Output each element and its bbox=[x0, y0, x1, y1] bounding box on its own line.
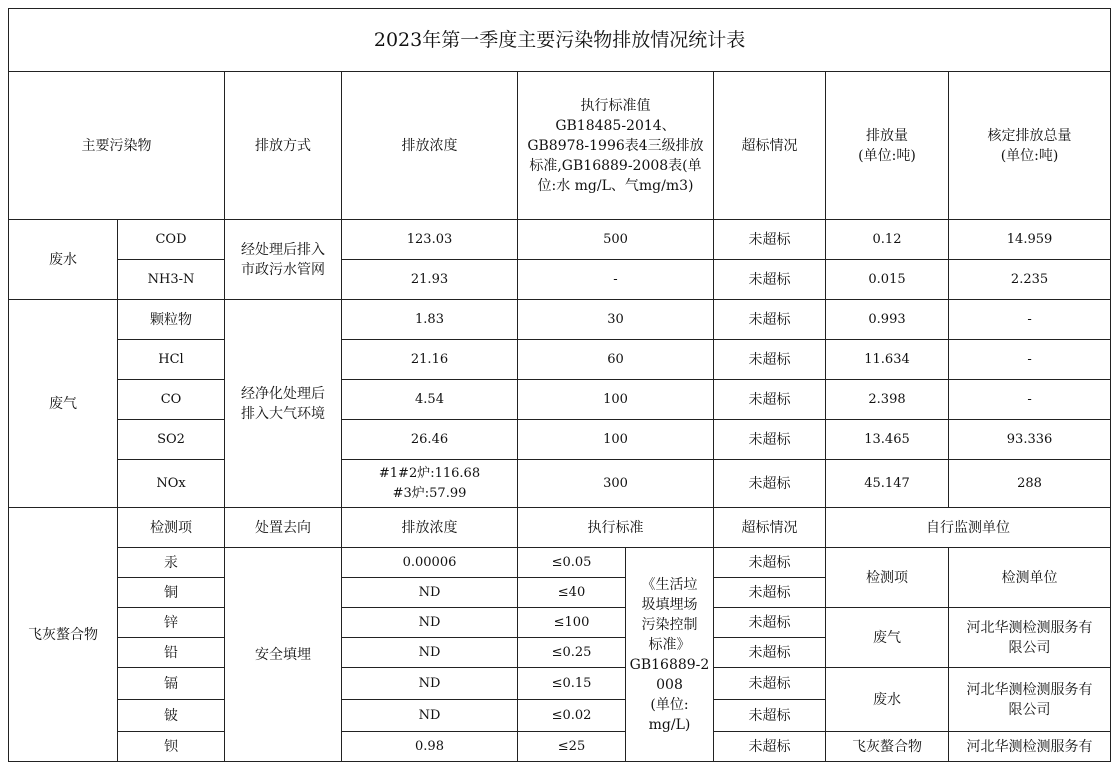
concentration-cell: 0.00006 bbox=[342, 548, 518, 578]
concentration-cell: ND bbox=[342, 608, 518, 638]
table-row bbox=[9, 380, 1111, 420]
header-standard-line: 执行标准值 bbox=[580, 97, 651, 114]
exceed-cell: 未超标 bbox=[714, 340, 826, 380]
item-cell: 锌 bbox=[118, 608, 225, 638]
table-row bbox=[9, 420, 1111, 460]
exceed-cell: 未超标 bbox=[714, 608, 826, 638]
header-emission-line: 排放量 bbox=[866, 127, 908, 144]
standard-cell: 100 bbox=[518, 380, 714, 420]
item-cell: 钡 bbox=[118, 732, 225, 762]
table-row bbox=[9, 668, 1111, 700]
concentration-line: #3炉:57.99 bbox=[392, 485, 467, 501]
approved-cell: - bbox=[949, 300, 1111, 340]
item-cell: SO2 bbox=[118, 420, 225, 460]
concentration-cell: 1.83 bbox=[342, 300, 518, 340]
method-line: 经净化处理后 bbox=[241, 385, 325, 402]
table-row bbox=[9, 300, 1111, 340]
limit-cell: ≤25 bbox=[518, 732, 626, 762]
monitor-unit bbox=[949, 668, 1111, 732]
header-pollutant: 主要污染物 bbox=[9, 72, 225, 220]
header-approved bbox=[949, 72, 1111, 220]
emission-cell: 0.12 bbox=[826, 220, 949, 260]
exceed-cell: 未超标 bbox=[714, 700, 826, 732]
standard-note-line: 污染控制 bbox=[641, 616, 698, 633]
standard-note-line: 008 bbox=[656, 676, 683, 693]
header-standard bbox=[518, 72, 714, 220]
method-line: 经处理后排入 bbox=[241, 241, 325, 258]
flyash-standard-note bbox=[626, 548, 714, 762]
flyash-header-exceed: 超标情况 bbox=[714, 508, 826, 548]
item-cell: COD bbox=[118, 220, 225, 260]
concentration-cell: 21.16 bbox=[342, 340, 518, 380]
monitor-unit bbox=[949, 608, 1111, 668]
concentration-cell: 4.54 bbox=[342, 380, 518, 420]
emission-cell: 11.634 bbox=[826, 340, 949, 380]
limit-cell: ≤100 bbox=[518, 608, 626, 638]
flyash-header-concentration: 排放浓度 bbox=[342, 508, 518, 548]
standard-cell: 300 bbox=[518, 460, 714, 508]
monitor-item: 废气 bbox=[826, 608, 949, 668]
flyash-header-monitor: 自行监测单位 bbox=[826, 508, 1111, 548]
header-method: 排放方式 bbox=[225, 72, 342, 220]
item-cell: CO bbox=[118, 380, 225, 420]
exceed-cell: 未超标 bbox=[714, 668, 826, 700]
concentration-cell: ND bbox=[342, 638, 518, 668]
concentration-cell: 26.46 bbox=[342, 420, 518, 460]
header-exceed: 超标情况 bbox=[714, 72, 826, 220]
exceed-cell: 未超标 bbox=[714, 220, 826, 260]
emission-cell: 2.398 bbox=[826, 380, 949, 420]
method-line: 市政污水管网 bbox=[241, 261, 325, 278]
standard-cell: 500 bbox=[518, 220, 714, 260]
flyash-header-item: 检测项 bbox=[118, 508, 225, 548]
exceed-cell: 未超标 bbox=[714, 260, 826, 300]
method-exhaust bbox=[225, 300, 342, 508]
concentration-cell: 0.98 bbox=[342, 732, 518, 762]
monitor-item: 废水 bbox=[826, 668, 949, 732]
table-row bbox=[9, 548, 1111, 578]
method-line: 排入大气环境 bbox=[241, 405, 325, 422]
exceed-cell: 未超标 bbox=[714, 638, 826, 668]
method-wastewater bbox=[225, 220, 342, 300]
emission-cell: 45.147 bbox=[826, 460, 949, 508]
limit-cell: ≤0.02 bbox=[518, 700, 626, 732]
pollutant-statistics-table bbox=[8, 8, 1111, 762]
category-wastewater: 废水 bbox=[9, 220, 118, 300]
item-cell: 铅 bbox=[118, 638, 225, 668]
header-approved-line: (单位:吨) bbox=[1000, 147, 1059, 164]
table-row bbox=[9, 260, 1111, 300]
header-approved-line: 核定排放总量 bbox=[987, 127, 1072, 144]
approved-cell: 14.959 bbox=[949, 220, 1111, 260]
exceed-cell: 未超标 bbox=[714, 420, 826, 460]
limit-cell: ≤0.05 bbox=[518, 548, 626, 578]
header-standard-line: GB8978-1996表4三级排放 bbox=[527, 137, 704, 154]
emission-cell: 13.465 bbox=[826, 420, 949, 460]
item-cell: NH3-N bbox=[118, 260, 225, 300]
flyash-header-standard: 执行标准 bbox=[518, 508, 714, 548]
item-cell: 铍 bbox=[118, 700, 225, 732]
flyash-header-row bbox=[9, 508, 1111, 548]
exceed-cell: 未超标 bbox=[714, 380, 826, 420]
item-cell: HCl bbox=[118, 340, 225, 380]
item-cell: 颗粒物 bbox=[118, 300, 225, 340]
item-cell: 镉 bbox=[118, 668, 225, 700]
flyash-disposal: 安全填埋 bbox=[225, 548, 342, 762]
header-standard-line: 位:水 mg/L、气mg/m3) bbox=[537, 177, 694, 194]
monitor-unit: 河北华测检测服务有 bbox=[949, 732, 1111, 762]
table-row bbox=[9, 340, 1111, 380]
monitor-header-item: 检测项 bbox=[826, 548, 949, 608]
approved-cell: 93.336 bbox=[949, 420, 1111, 460]
table-row bbox=[9, 608, 1111, 638]
table-title: 2023年第一季度主要污染物排放情况统计表 bbox=[9, 9, 1111, 72]
flyash-header-disposal: 处置去向 bbox=[225, 508, 342, 548]
standard-cell: - bbox=[518, 260, 714, 300]
exceed-cell: 未超标 bbox=[714, 578, 826, 608]
approved-cell: - bbox=[949, 380, 1111, 420]
concentration-line: #1#2炉:116.68 bbox=[378, 465, 481, 481]
item-cell: 铜 bbox=[118, 578, 225, 608]
concentration-cell: ND bbox=[342, 578, 518, 608]
table-row bbox=[9, 732, 1111, 762]
standard-note-line: mg/L) bbox=[648, 716, 691, 733]
monitor-unit-line: 限公司 bbox=[1008, 639, 1051, 656]
emission-cell: 0.015 bbox=[826, 260, 949, 300]
concentration-cell: 21.93 bbox=[342, 260, 518, 300]
item-cell: 汞 bbox=[118, 548, 225, 578]
standard-note-line: 《生活垃 bbox=[641, 576, 698, 593]
standard-cell: 30 bbox=[518, 300, 714, 340]
monitor-header-unit: 检测单位 bbox=[949, 548, 1111, 608]
standard-cell: 100 bbox=[518, 420, 714, 460]
header-emission bbox=[826, 72, 949, 220]
approved-cell: - bbox=[949, 340, 1111, 380]
table-row bbox=[9, 220, 1111, 260]
header-concentration: 排放浓度 bbox=[342, 72, 518, 220]
exceed-cell: 未超标 bbox=[714, 732, 826, 762]
concentration-cell: 123.03 bbox=[342, 220, 518, 260]
emission-cell: 0.993 bbox=[826, 300, 949, 340]
approved-cell: 288 bbox=[949, 460, 1111, 508]
limit-cell: ≤0.25 bbox=[518, 638, 626, 668]
exceed-cell: 未超标 bbox=[714, 460, 826, 508]
table-row bbox=[9, 460, 1111, 508]
category-exhaust: 废气 bbox=[9, 300, 118, 508]
header-emission-line: (单位:吨) bbox=[858, 147, 916, 164]
standard-note-line: 圾填埋场 bbox=[641, 596, 698, 613]
concentration-cell bbox=[342, 460, 518, 508]
limit-cell: ≤0.15 bbox=[518, 668, 626, 700]
header-standard-line: GB18485-2014、 bbox=[555, 117, 676, 134]
monitor-unit-line: 河北华测检测服务有 bbox=[966, 681, 1093, 698]
item-cell: NOx bbox=[118, 460, 225, 508]
approved-cell: 2.235 bbox=[949, 260, 1111, 300]
concentration-cell: ND bbox=[342, 668, 518, 700]
exceed-cell: 未超标 bbox=[714, 300, 826, 340]
limit-cell: ≤40 bbox=[518, 578, 626, 608]
monitor-unit-line: 河北华测检测服务有 bbox=[966, 619, 1093, 636]
exceed-cell: 未超标 bbox=[714, 548, 826, 578]
standard-note-line: GB16889-2 bbox=[629, 656, 710, 673]
concentration-cell: ND bbox=[342, 700, 518, 732]
standard-note-line: 标准》 bbox=[648, 636, 691, 653]
standard-note-line: (单位: bbox=[650, 696, 689, 713]
standard-cell: 60 bbox=[518, 340, 714, 380]
category-flyash: 飞灰螯合物 bbox=[9, 508, 118, 762]
monitor-item: 飞灰螯合物 bbox=[826, 732, 949, 762]
monitor-unit-line: 限公司 bbox=[1008, 701, 1051, 718]
header-standard-line: 标准,GB16889-2008表(单 bbox=[529, 157, 702, 174]
